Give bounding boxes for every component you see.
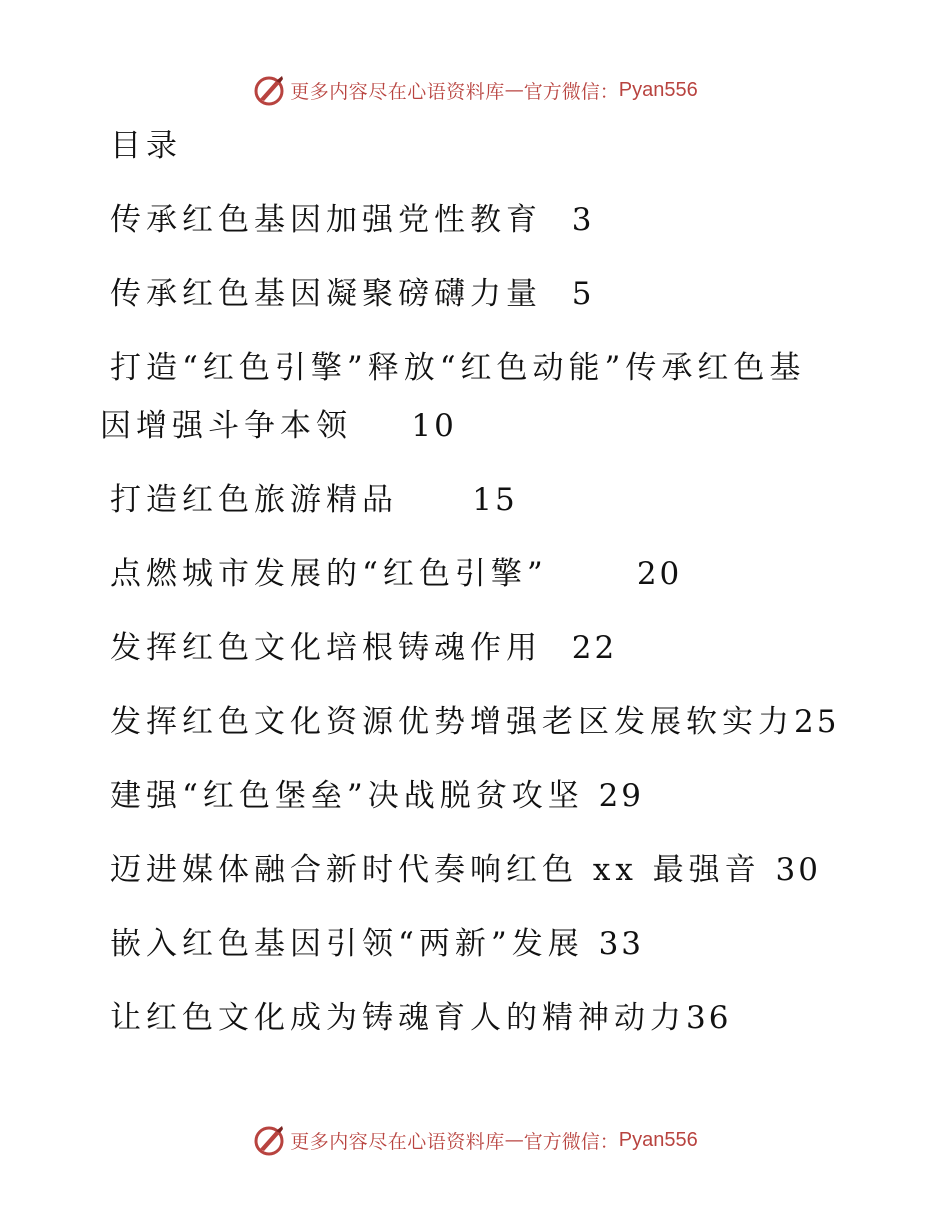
toc-entry[interactable]: [110, 480, 518, 520]
toc-entry-title: 建强“红色堡垒”决战脱贫攻坚: [110, 778, 584, 814]
toc-entry-title: 发挥红色文化培根铸魂作用: [110, 630, 542, 666]
quill-pen-logo-icon: [252, 73, 286, 107]
toc-entry-page: 3: [571, 202, 595, 238]
toc-entry-page: 22: [571, 630, 618, 666]
toc-entry-title: 打造红色旅游精品: [110, 482, 398, 518]
toc-entry[interactable]: [110, 200, 594, 240]
toc-entry-page: 36: [686, 1000, 732, 1036]
brand-separator: —: [504, 79, 524, 101]
toc-entry-page: 15: [472, 482, 518, 518]
toc-entry[interactable]: [110, 628, 617, 668]
wechat-id: Pyan556: [618, 1128, 698, 1151]
toc-entry-title: 让红色文化成为铸魂育人的精神动力: [110, 1000, 686, 1036]
wechat-label: 官方微信：: [523, 80, 619, 103]
toc-entry-continued[interactable]: [100, 406, 457, 446]
toc-entry-title: 传承红色基因凝聚磅礴力量: [110, 276, 542, 312]
toc-entry[interactable]: [110, 776, 644, 816]
toc-entry-page: 29: [598, 778, 645, 814]
toc-entry-page: 30: [775, 852, 821, 888]
toc-entry[interactable]: [110, 702, 839, 742]
toc-entry-title: 迈进媒体融合新时代奏响红色 xx 最强音: [110, 852, 761, 888]
toc-entry[interactable]: [110, 274, 594, 314]
toc-entry[interactable]: [110, 554, 682, 594]
toc-entry-title: 发挥红色文化资源优势增强老区发展软实力: [110, 704, 794, 740]
header-banner: [0, 70, 950, 110]
toc-entry[interactable]: [110, 998, 731, 1038]
toc-entry-title: 因增强斗争本领: [100, 408, 352, 444]
brand-text: 更多内容尽在心语资料库: [290, 1130, 505, 1153]
toc-entry-title: 嵌入红色基因引领“两新”发展: [110, 926, 584, 962]
toc-entry-page: 20: [636, 556, 683, 592]
wechat-label: 官方微信：: [523, 1130, 619, 1153]
brand-text: 更多内容尽在心语资料库: [290, 80, 505, 103]
toc-entry-title: 点燃城市发展的“红色引擎”: [110, 556, 548, 592]
toc-entry[interactable]: [110, 850, 821, 890]
toc-heading: 目录: [110, 128, 182, 164]
quill-pen-logo-icon: [252, 1123, 286, 1157]
toc-entry[interactable]: [110, 924, 644, 964]
wechat-id: Pyan556: [618, 78, 698, 101]
toc-entry-title: 打造“红色引擎”释放“红色动能”传承红色基: [110, 350, 806, 386]
brand-separator: —: [504, 1129, 524, 1151]
toc-entry-page: 10: [411, 408, 457, 444]
footer-banner: [0, 1120, 950, 1160]
toc-entry-page: 5: [571, 276, 595, 312]
toc-entry[interactable]: [110, 348, 805, 388]
toc-entry-page: 33: [598, 926, 645, 962]
toc-entry-page: 25: [794, 704, 840, 740]
toc-entry-title: 传承红色基因加强党性教育: [110, 202, 542, 238]
